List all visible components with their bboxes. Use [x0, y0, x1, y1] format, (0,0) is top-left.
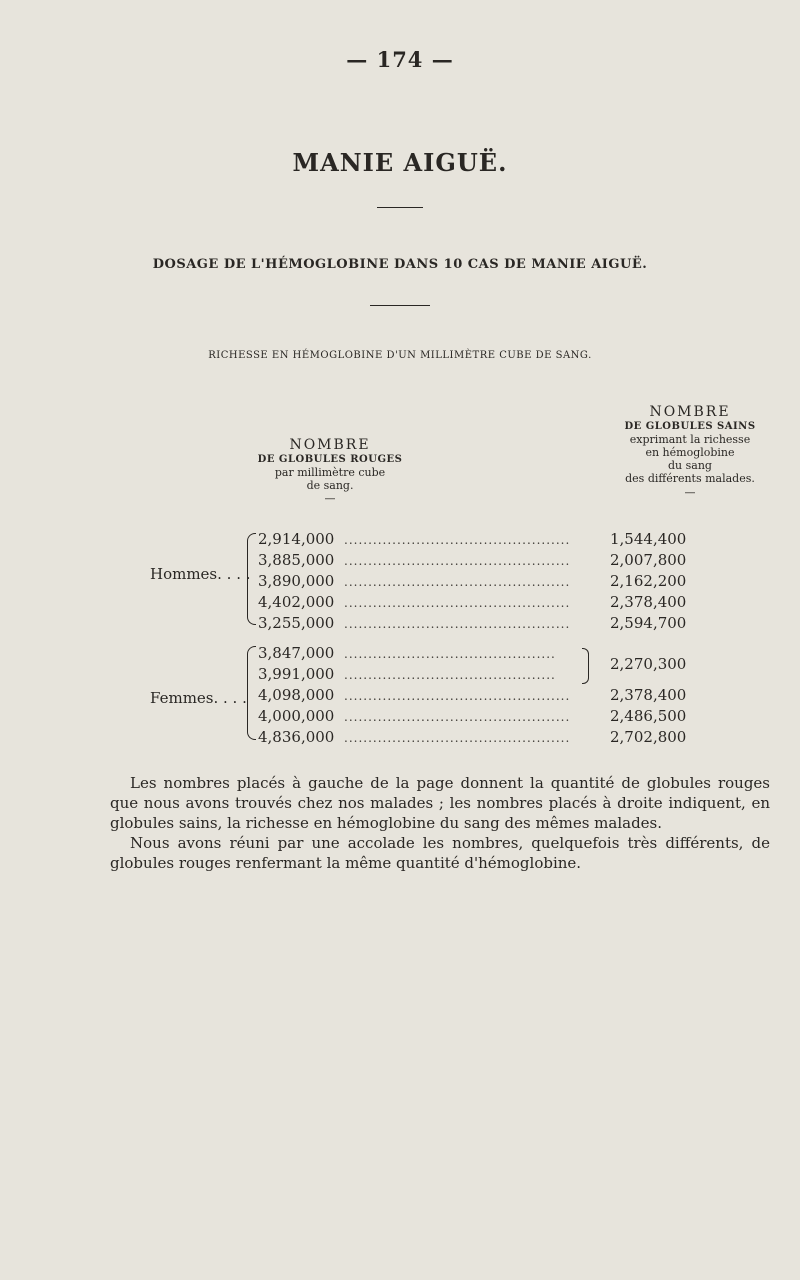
table-cell-right: 2,486,500	[610, 707, 687, 725]
column-header-right	[580, 404, 800, 499]
table-cell-left: 2,914,000	[258, 530, 335, 548]
column-header-right-line4: en hémoglobine	[645, 445, 735, 459]
table-cell-right: 2,007,800	[610, 551, 687, 569]
leader-dots: ...............................................	[344, 689, 571, 703]
leader-dots: ............................................	[344, 668, 556, 682]
table-cell-left: 3,890,000	[258, 572, 335, 590]
table-cell-right: 2,594,700	[610, 614, 687, 632]
table-cell-left: 4,000,000	[258, 707, 335, 725]
column-header-right-dash: —	[684, 485, 696, 499]
column-header-left-line1: NOMBRE	[289, 437, 371, 453]
leader-dots: ...............................................	[344, 617, 571, 631]
leader-dots: ...............................................	[344, 596, 571, 610]
column-header-right-line6: des différents malades.	[625, 472, 755, 486]
section-heading: RICHESSE EN HÉMOGLOBINE D'UN MILLIMÈTRE CUBE DE SANG.	[208, 350, 592, 361]
column-header-right-line5: du sang	[668, 459, 712, 473]
table-cell-right: 2,378,400	[610, 593, 687, 611]
group-brace	[247, 646, 256, 740]
column-header-left-line4: de sang.	[306, 478, 354, 492]
column-header-right-line3: exprimant la richesse	[629, 432, 751, 446]
column-header-left-line3: par millimètre cube	[274, 465, 386, 479]
leader-dots: ...............................................	[344, 554, 571, 568]
table-cell-left: 3,885,000	[258, 551, 335, 569]
table-cell-right-bracketed: 2,270,300	[610, 655, 687, 673]
leader-dots: ...............................................	[344, 710, 571, 724]
column-header-left-dash: —	[324, 492, 336, 506]
column-header-right-line2: DE GLOBULES SAINS	[624, 420, 756, 432]
group-label-femmes: Femmes. . . .	[150, 689, 247, 707]
divider	[370, 305, 430, 306]
table-cell-left: 3,991,000	[258, 665, 335, 683]
table-cell-left: 3,255,000	[258, 614, 335, 632]
group-brace	[247, 533, 256, 625]
column-header-left	[240, 437, 420, 505]
accolade	[582, 648, 589, 684]
leader-dots: ...............................................	[344, 575, 571, 589]
table-cell-left: 4,836,000	[258, 728, 335, 746]
leader-dots: ...............................................	[344, 533, 571, 547]
table-cell-right: 2,162,200	[610, 572, 687, 590]
column-header-right-line1: NOMBRE	[649, 404, 731, 420]
leader-dots: ............................................	[344, 647, 556, 661]
table-cell-right: 1,544,400	[610, 530, 687, 548]
paragraph: Nous avons réuni par une accolade les nombres, quelquefois très différents, de globules rouges renfermant la même quantité d'hémoglobine.	[110, 834, 770, 872]
leader-dots: ...............................................	[344, 731, 571, 745]
table-cell-left: 3,847,000	[258, 644, 335, 662]
table-cell-right: 2,378,400	[610, 686, 687, 704]
paragraph: Les nombres placés à gauche de la page donnent la quantité de globules rouges que nous avons trouvés chez nos malades ; les nombres placés à droite indiquent, en globules sains, la richesse en hémoglobine du sang des mêmes malades.	[110, 774, 770, 832]
table-cell-left: 4,402,000	[258, 593, 335, 611]
table-cell-right: 2,702,800	[610, 728, 687, 746]
subtitle: DOSAGE DE L'HÉMOGLOBINE DANS 10 CAS DE MANIE AIGUË.	[152, 257, 648, 272]
table-cell-left: 4,098,000	[258, 686, 335, 704]
group-label-hommes: Hommes. . . .	[150, 565, 251, 583]
page-number: — 174 —	[346, 47, 454, 72]
column-header-left-line2: DE GLOBULES ROUGES	[257, 453, 403, 465]
page-title: MANIE AIGUË.	[292, 148, 508, 177]
divider	[377, 207, 423, 208]
